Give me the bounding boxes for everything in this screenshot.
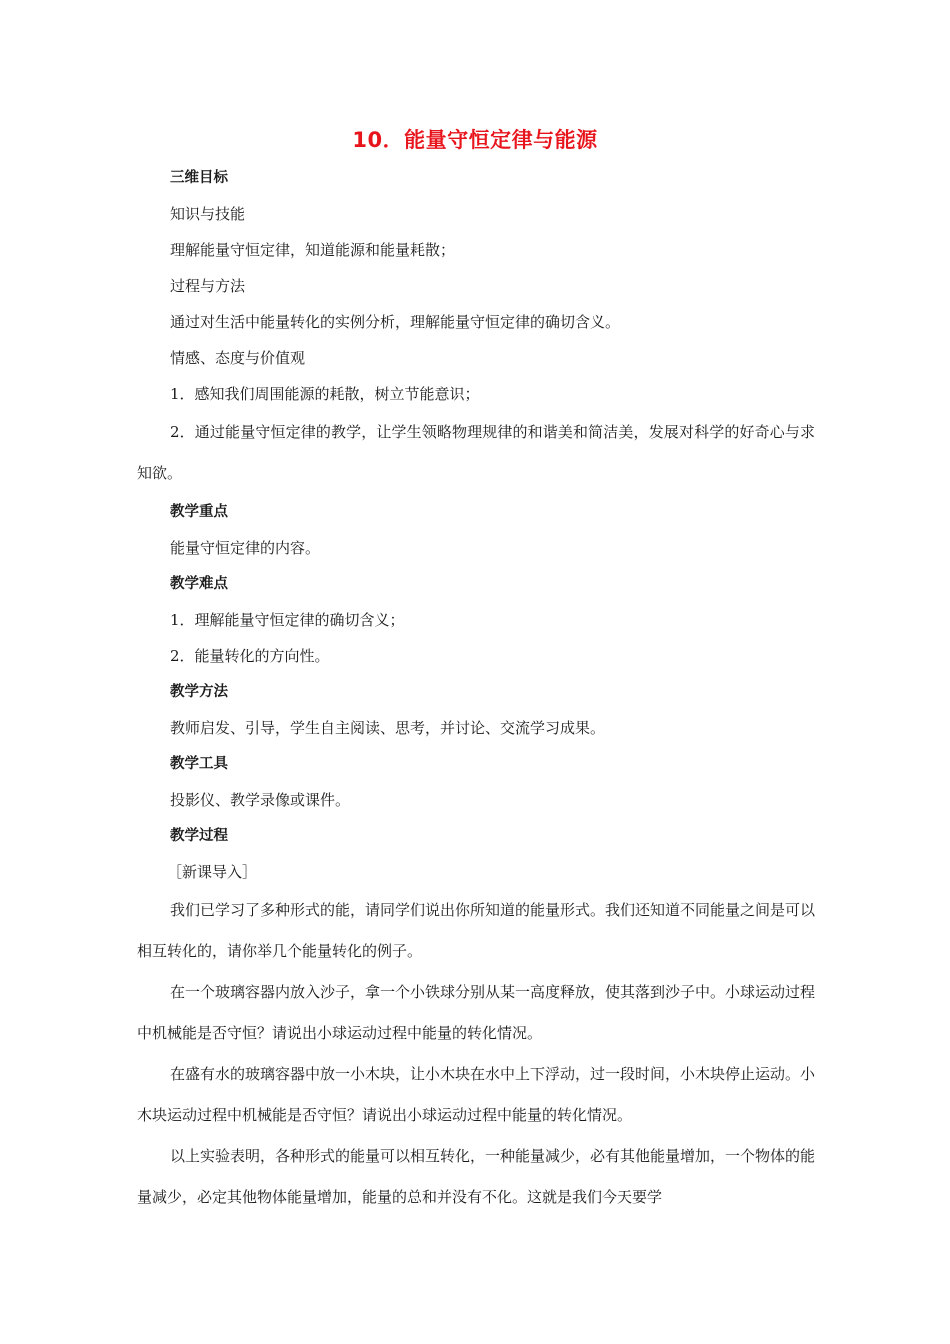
paragraph-1: 我们已学习了多种形式的能，请同学们说出你所知道的能量形式。我们还知道不同能量之间是可以相互转化的，请你举几个能量转化的例子。 (137, 901, 816, 960)
procedure-heading: 教学过程 (170, 828, 228, 844)
document-body (137, 160, 815, 1218)
difficulty-item-2: 2．能量转化的方向性。 (170, 647, 330, 665)
difficulty-item-1: 1．理解能量守恒定律的确切含义； (170, 611, 405, 629)
attitude-item-2: 2．通过能量守恒定律的教学，让学生领略物理规律的和谐美和简洁美，发展对科学的好奇心与求知欲。 (137, 423, 815, 482)
paragraph-2: 在一个玻璃容器内放入沙子，拿一个小铁球分别从某一高度释放，使其落到沙子中。小球运动过程中机械能是否守恒？请说出小球运动过程中能量的转化情况。 (137, 983, 816, 1042)
tools-heading: 教学工具 (170, 756, 228, 772)
method-text: 教师启发、引导，学生自主阅读、思考，并讨论、交流学习成果。 (170, 719, 606, 737)
difficulty-heading: 教学难点 (170, 576, 228, 592)
goals-heading: 三维目标 (170, 170, 228, 186)
attitude-heading: 情感、态度与价值观 (170, 349, 306, 367)
process-heading: 过程与方法 (170, 277, 246, 295)
method-heading: 教学方法 (170, 684, 228, 700)
paragraph-4: 以上实验表明，各种形式的能量可以相互转化，一种能量减少，必有其他能量增加，一个物体的能量减少，必定其他物体能量增加，能量的总和并没有不化。这就是我们今天要学 (137, 1147, 816, 1206)
tools-text: 投影仪、教学录像或课件。 (170, 791, 351, 809)
process-text: 通过对生活中能量转化的实例分析，理解能量守恒定律的确切含义。 (170, 313, 621, 331)
knowledge-heading: 知识与技能 (170, 205, 246, 223)
intro-label: ［新课导入］ (167, 863, 258, 881)
knowledge-text: 理解能量守恒定律，知道能源和能量耗散； (170, 241, 456, 259)
paragraph-3: 在盛有水的玻璃容器中放一小木块，让小木块在水中上下浮动，过一段时间，小木块停止运动。小木块运动过程中机械能是否守恒？请说出小球运动过程中能量的转化情况。 (137, 1065, 816, 1124)
key-point-text: 能量守恒定律的内容。 (170, 539, 321, 557)
key-point-heading: 教学重点 (170, 504, 228, 520)
attitude-item-1: 1．感知我们周围能源的耗散，树立节能意识； (170, 385, 480, 403)
document-title: 10．能量守恒定律与能源 (352, 128, 598, 152)
